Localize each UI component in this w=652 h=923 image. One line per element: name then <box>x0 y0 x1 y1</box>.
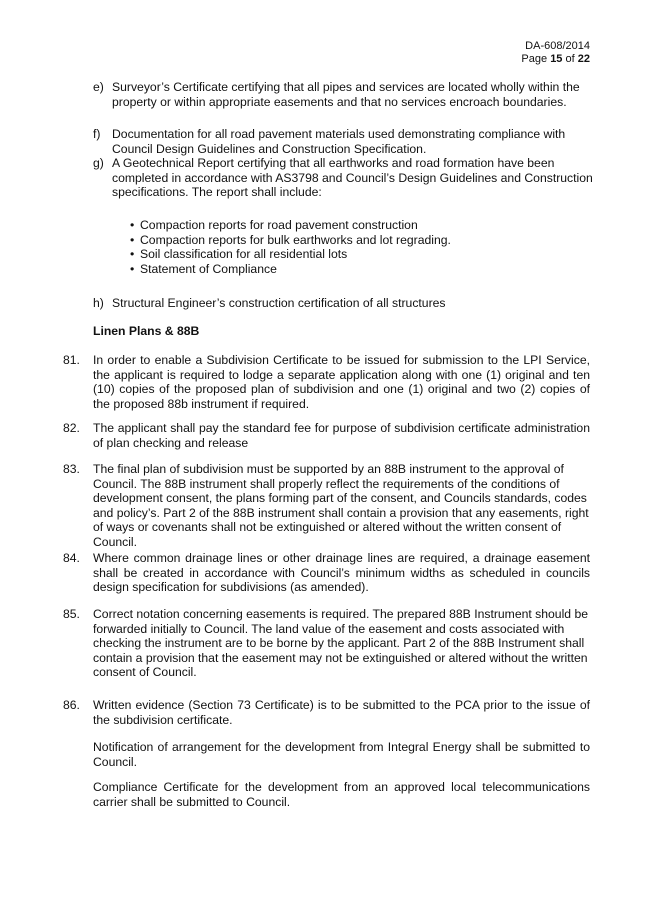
condition-text: In order to enable a Subdivision Certificate to be issued for submission to the LPI Service, the applicant is required to lodge a separate application along with one (1) original and ten (10) copies of the proposed plan of subdivision and one (1) original and two (2) copies of the proposed 88b instrument if required. <box>93 353 590 411</box>
item-label: h) <box>93 296 104 310</box>
condition-text: The applicant shall pay the standard fee for purpose of subdivision certificate administration of plan checking and release <box>93 421 590 450</box>
condition-text: The final plan of subdivision must be supported by an 88B instrument to the approval of Council. The 88B instrument shall properly reflect the requirements of the conditions of development consent, the plans forming part of the consent, and Councils standards, codes and policy’s. Part 2 of the 88B instrument shall contain a provision that any easements, right of ways or covenants shall not be extinguished or altered without the written consent of Council. <box>93 462 589 549</box>
condition-number: 85. <box>63 607 80 621</box>
document-reference: DA-608/2014 <box>525 40 590 52</box>
item-text: A Geotechnical Report certifying that all earthworks and road formation have been completed in accordance with AS3798 and Council’s Design Guidelines and Construction specifications. The report shall include: <box>112 156 593 200</box>
condition-text: Written evidence (Section 73 Certificate) is to be submitted to the PCA prior to the issue of the subdivision certificate. <box>93 698 590 727</box>
bullet-item: • Compaction reports for road pavement construction <box>130 218 451 233</box>
item-text: Surveyor’s Certificate certifying that all pipes and services are located wholly within the property or within appropriate easements and that no services encroach boundaries. <box>112 80 580 109</box>
condition-number: 86. <box>63 698 80 712</box>
page-number <box>521 53 590 66</box>
report-bullet-list <box>130 218 451 276</box>
condition-number: 82. <box>63 421 80 435</box>
page-label: Page <box>521 53 548 65</box>
page-current: 15 <box>550 53 563 65</box>
condition-number: 81. <box>63 353 80 367</box>
condition-number: 84. <box>63 551 80 565</box>
integral-energy-paragraph: Notification of arrangement for the development from Integral Energy shall be submitted to Council. <box>93 740 590 769</box>
page-total: 22 <box>577 53 590 65</box>
condition-text: Correct notation concerning easements is required. The prepared 88B Instrument should be forwarded initially to Council. The land value of the easement and costs associated with checking the instrument are to be borne by the applicant. Part 2 of the 88B Instrument shall contain a provision that the easement may not be extinguished or altered without the written consent of Council. <box>93 607 589 680</box>
condition-text: Where common drainage lines or other drainage lines are required, a drainage easement shall be created in accordance with Council’s minimum widths as scheduled in councils design specification for subdivisions (as amended). <box>93 551 590 595</box>
page-of-label: of <box>565 53 575 65</box>
item-label: f) <box>93 127 101 141</box>
item-text: Structural Engineer’s construction certification of all structures <box>112 296 446 310</box>
item-label: e) <box>93 80 104 94</box>
telecommunications-paragraph: Compliance Certificate for the development from an approved local telecommunications carrier shall be submitted to Council. <box>93 780 590 809</box>
item-label: g) <box>93 156 104 170</box>
bullet-item: • Statement of Compliance <box>130 262 451 277</box>
item-text: Documentation for all road pavement materials used demonstrating compliance with Council Design Guidelines and Construction Specification. <box>112 127 566 156</box>
section-heading: Linen Plans & 88B <box>93 324 200 338</box>
bullet-item: • Soil classification for all residential lots <box>130 247 451 262</box>
bullet-item: • Compaction reports for bulk earthworks and lot regrading. <box>130 233 451 248</box>
condition-number: 83. <box>63 462 80 476</box>
